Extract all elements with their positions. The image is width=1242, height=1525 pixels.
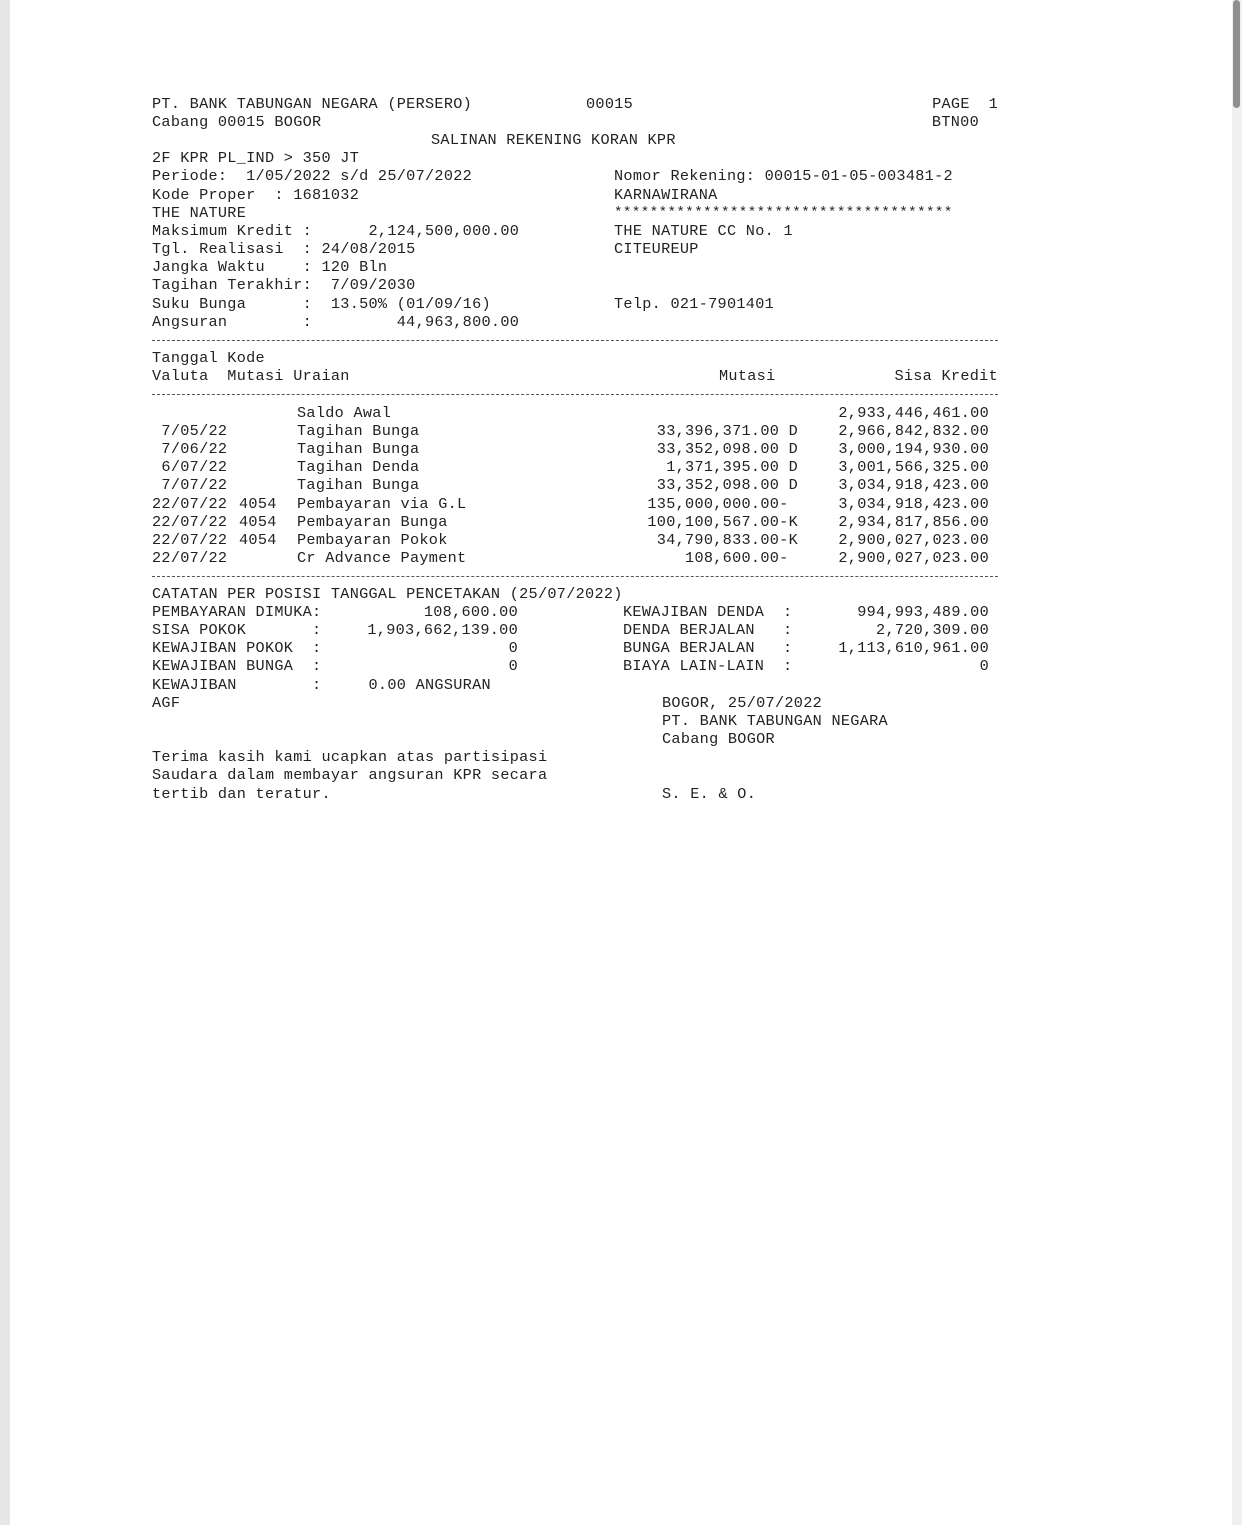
tx-sisa-kredit: 3,001,566,325.00 (838, 458, 989, 476)
note-label: PEMBAYARAN DIMUKA: (152, 603, 322, 621)
tx-date: 7/05/22 (152, 422, 228, 440)
branch-code: 00015 (586, 95, 634, 113)
tx-mutasi: 108,600.00- (685, 549, 798, 567)
separator (152, 394, 998, 395)
tx-description: Cr Advance Payment (297, 549, 467, 567)
account-number: Nomor Rekening: 00015-01-05-003481-2 (614, 167, 953, 185)
tx-mutasi: 33,396,371.00 D (656, 422, 798, 440)
errors-omissions: S. E. & O. (662, 785, 757, 803)
kode-proper: Kode Proper : 1681032 (152, 186, 360, 204)
tx-description: Pembayaran Bunga (297, 513, 448, 531)
tx-date: 22/07/22 (152, 531, 228, 549)
document-page (10, 0, 1232, 1525)
column-header-line1: Tanggal Kode (152, 349, 265, 367)
thanks-line-1: Terima kasih kami ucapkan atas partisipasi (152, 748, 548, 766)
note-label: KEWAJIBAN BUNGA : (152, 657, 322, 675)
system-code: BTN00 (931, 113, 979, 131)
note-value: 0 (979, 657, 989, 675)
angsuran: Angsuran : 44,963,800.00 (152, 313, 520, 331)
tx-description: Tagihan Bunga (297, 422, 420, 440)
thanks-line-2: Saudara dalam membayar angsuran KPR secara (152, 766, 548, 784)
note-value: 1,113,610,961.00 (838, 639, 989, 657)
print-place-date: BOGOR, 25/07/2022 (662, 694, 823, 712)
masked-line: ************************************** (614, 205, 953, 221)
tx-date: 22/07/22 (152, 495, 228, 513)
tx-date: 22/07/22 (152, 513, 228, 531)
tx-sisa-kredit: 2,933,446,461.00 (838, 404, 989, 422)
notes-title: CATATAN PER POSISI TANGGAL PENCETAKAN (25/07/2022) (152, 585, 623, 603)
tx-code: 4054 (239, 513, 277, 531)
phone-number: Telp. 021-7901401 (614, 295, 775, 313)
note-label: KEWAJIBAN POKOK : (152, 639, 322, 657)
tx-mutasi: 34,790,833.00-K (656, 531, 798, 549)
tx-description: Pembayaran via G.L (297, 495, 467, 513)
tgl-realisasi: Tgl. Realisasi : 24/08/2015 (152, 240, 416, 258)
document-title: SALINAN REKENING KORAN KPR (431, 131, 676, 149)
product-type: 2F KPR PL_IND > 350 JT (152, 149, 360, 167)
tx-date: 7/06/22 (152, 440, 228, 458)
tx-mutasi: 33,352,098.00 D (656, 440, 798, 458)
address-line-1: THE NATURE CC No. 1 (614, 222, 793, 240)
tx-description: Tagihan Bunga (297, 440, 420, 458)
signature-branch: Cabang BOGOR (662, 730, 775, 748)
note-value: 0 (508, 639, 518, 657)
tx-date: 7/07/22 (152, 476, 228, 494)
note-label: DENDA BERJALAN : (623, 621, 793, 639)
tx-sisa-kredit: 3,034,918,423.00 (838, 476, 989, 494)
note-value: 0 (508, 657, 518, 675)
column-header-mutasi: Mutasi (719, 367, 776, 385)
column-header-sisa-kredit: Sisa Kredit (894, 367, 998, 385)
thanks-line-3: tertib dan teratur. (152, 785, 331, 803)
column-header-line2: Valuta Mutasi Uraian (152, 367, 350, 385)
note-value: 1,903,662,139.00 (367, 621, 518, 639)
vertical-scrollbar[interactable] (1232, 0, 1242, 1525)
tx-code: 4054 (239, 531, 277, 549)
scrollbar-thumb[interactable] (1233, 0, 1240, 108)
tx-sisa-kredit: 2,900,027,023.00 (838, 531, 989, 549)
branch-name: Cabang 00015 BOGOR (152, 113, 322, 131)
signature-bank: PT. BANK TABUNGAN NEGARA (662, 712, 888, 730)
agf-code: AGF (152, 694, 181, 712)
tx-sisa-kredit: 3,000,194,930.00 (838, 440, 989, 458)
tx-description: Tagihan Bunga (297, 476, 420, 494)
tx-mutasi: 135,000,000.00- (647, 495, 798, 513)
tx-date: 22/07/22 (152, 549, 228, 567)
tx-date: 6/07/22 (152, 458, 228, 476)
tx-mutasi: 100,100,567.00-K (647, 513, 798, 531)
tx-mutasi: 33,352,098.00 D (656, 476, 798, 494)
note-label: BIAYA LAIN-LAIN : (623, 657, 793, 675)
separator (152, 576, 998, 577)
account-holder: KARNAWIRANA (614, 186, 718, 204)
note-label: BUNGA BERJALAN : (623, 639, 793, 657)
tx-description: Pembayaran Pokok (297, 531, 448, 549)
tx-sisa-kredit: 2,900,027,023.00 (838, 549, 989, 567)
page-number: PAGE 1 (932, 95, 998, 113)
tx-mutasi: 1,371,395.00 D (666, 458, 798, 476)
tx-description: Saldo Awal (297, 404, 392, 422)
note-value: 2,720,309.00 (876, 621, 989, 639)
tx-description: Tagihan Denda (297, 458, 420, 476)
jangka-waktu: Jangka Waktu : 120 Bln (152, 258, 388, 276)
maksimum-kredit: Maksimum Kredit : 2,124,500,000.00 (152, 222, 520, 240)
tx-sisa-kredit: 2,966,842,832.00 (838, 422, 989, 440)
separator (152, 340, 998, 341)
period: Periode: 1/05/2022 s/d 25/07/2022 (152, 167, 473, 185)
tx-sisa-kredit: 2,934,817,856.00 (838, 513, 989, 531)
tx-mutasi (570, 404, 798, 422)
tx-sisa-kredit: 3,034,918,423.00 (838, 495, 989, 513)
note-value: 994,993,489.00 (857, 603, 989, 621)
note-label: SISA POKOK : (152, 621, 322, 639)
address-line-2: CITEUREUP (614, 240, 699, 258)
kewajiban-angsuran: KEWAJIBAN : 0.00 ANGSURAN (152, 676, 491, 694)
note-value: 108,600.00 (423, 603, 518, 621)
project-name: THE NATURE (152, 204, 247, 222)
suku-bunga: Suku Bunga : 13.50% (01/09/16) (152, 295, 491, 313)
tx-code: 4054 (239, 495, 277, 513)
bank-name: PT. BANK TABUNGAN NEGARA (PERSERO) (152, 95, 473, 113)
note-label: KEWAJIBAN DENDA : (623, 603, 793, 621)
tagihan-terakhir: Tagihan Terakhir: 7/09/2030 (152, 276, 416, 294)
